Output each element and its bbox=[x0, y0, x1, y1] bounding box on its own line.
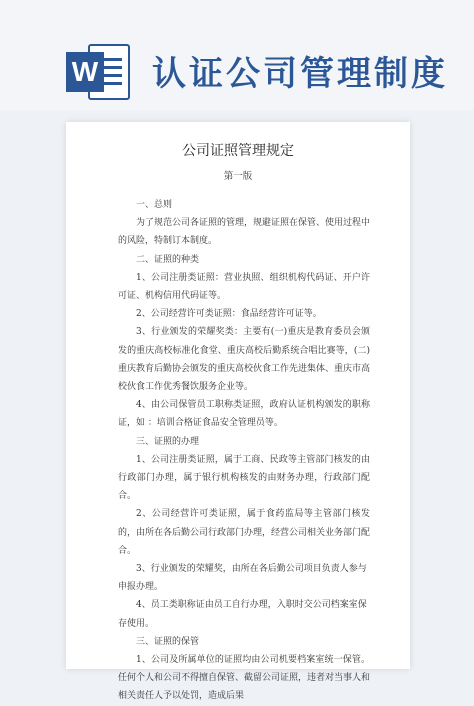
paragraph: 2、公司经营许可类证照：食品经营许可证等。 bbox=[136, 309, 322, 320]
word-icon bbox=[66, 42, 134, 102]
document-title: 公司证照管理规定 bbox=[182, 143, 294, 159]
paragraph: 3、行业颁发的荣耀奖，由所在各后勤公司项目负责人参与申报办理。 bbox=[118, 564, 367, 593]
paragraph: 为了规范公司各证照的管理，规避证照在保管、使用过程中的风险，特制订本制度。 bbox=[118, 218, 371, 247]
banner bbox=[0, 0, 474, 110]
section-heading: 三、证照的保管 bbox=[136, 636, 200, 647]
paragraph: 3、行业颁发的荣耀奖类：主要有(一)重庆是教育委员会颁发的重庆高校标准化食堂、重庆高校后勤系统合唱比赛等，(二)重庆教育后勤协会颁发的重庆高校伙食工作先进集体、重庆市高校伙食工作优秀餐饮服务企业等。 bbox=[118, 327, 371, 393]
document-body bbox=[118, 196, 370, 706]
paragraph: 4、员工类职称证由员工自行办理，入职时交公司档案室保存使用。 bbox=[118, 600, 367, 629]
banner-title: 认证公司管理制度 bbox=[152, 54, 448, 94]
document-page bbox=[66, 122, 410, 702]
paragraph: 1、公司及所属单位的证照均由公司机要档案室统一保管。任何个人和公司不得擅自保管、截留公司证照，违者对当事人和相关责任人予以处罚，造成后果 bbox=[118, 655, 371, 702]
word-letter-badge: W bbox=[66, 52, 104, 92]
section-heading: 一、总则 bbox=[136, 200, 173, 210]
section-heading: 三、证照的办理 bbox=[136, 436, 200, 447]
document-subtitle: 第一版 bbox=[223, 171, 253, 182]
paragraph: 2、公司经营许可类证照，属于食药监局等主管部门核发的，由所在各后勤公司行政部门办理，经营公司相关业务部门配合。 bbox=[118, 509, 371, 556]
paragraph: 4、由公司保管员工职称类证照，政府认证机构颁发的职称证，如 ：培训合格证食品安全管理员等。 bbox=[118, 400, 370, 429]
paragraph: 1、公司注册类证照：营业执照、组织机构代码证、开户许可证、机构信用代码证等。 bbox=[118, 272, 370, 302]
paragraph: 1、公司注册类证照，属于工商、民政等主管部门核发的由行政部门办理，属于银行机构核发的由财务办理，行政部门配合。 bbox=[118, 454, 370, 502]
section-heading: 二、证照的种类 bbox=[136, 254, 200, 265]
